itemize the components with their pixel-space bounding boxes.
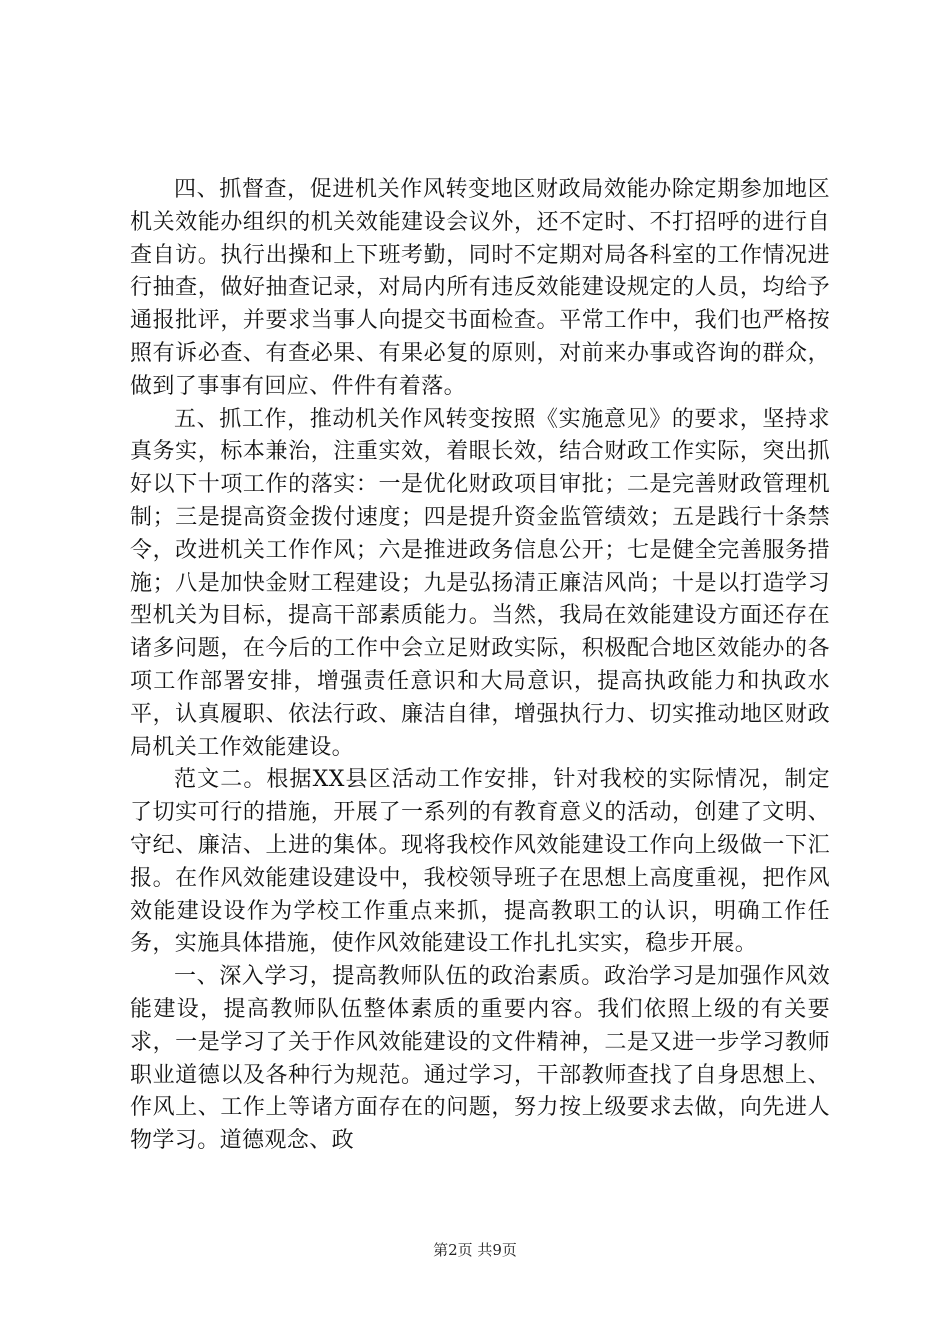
page-number-footer: 第2页 共9页 — [433, 1241, 517, 1259]
paragraph-sample-two: 范文二。根据XX县区活动工作安排，针对我校的实际情况，制定了切实可行的措施，开展了一系列的有教育意义的活动，创建了文明、守纪、廉洁、上进的集体。现将我校作风效能建设工作向上级做一下汇报。在作风效能建设建设中，我校领导班子在思想上高度重视，把作风效能建设设作为学校工作重点来抓，提高教职工的认识，明确工作任务，实施具体措施，使作风效能建设工作扎扎实实，稳步开展。 — [130, 767, 830, 957]
document-body — [130, 174, 830, 1158]
paragraph-work: 五、抓工作，推动机关作风转变按照《实施意见》的要求，坚持求真务实，标本兼治，注重实效，着眼长效，结合财政工作实际，突出抓好以下十项工作的落实：一是优化财政项目审批；二是完善财政管理机制；三是提高资金拨付速度；四是提升资金监管绩效；五是践行十条禁令，改进机关工作作风；六是推进政务信息公开；七是健全完善服务措施；八是加快金财工程建设；九是弘扬清正廉洁风尚；十是以打造学习型机关为目标，提高干部素质能力。当然，我局在效能建设方面还存在诸多问题，在今后的工作中会立足财政实际，积极配合地区效能办的各项工作部署安排，增强责任意识和大局意识，提高执政能力和执政水平，认真履职、依法行政、廉洁自律，增强执行力、切实推动地区财政局机关工作效能建设。 — [130, 406, 830, 760]
paragraph-study: 一、深入学习，提高教师队伍的政治素质。政治学习是加强作风效能建设，提高教师队伍整体素质的重要内容。我们依照上级的有关要求，一是学习了关于作风效能建设的文件精神，二是又进一步学习教师职业道德以及各种行为规范。通过学习，干部教师查找了自身思想上、作风上、工作上等诸方面存在的问题，努力按上级要求去做，向先进人物学习。道德观念、政 — [130, 964, 830, 1154]
paragraph-supervision: 四、抓督查，促进机关作风转变地区财政局效能办除定期参加地区机关效能办组织的机关效能建设会议外，还不定时、不打招呼的进行自查自访。执行出操和上下班考勤，同时不定期对局各科室的工作情况进行抽查，做好抽查记录，对局内所有违反效能建设规定的人员，均给予通报批评，并要求当事人向提交书面检查。平常工作中，我们也严格按照有诉必查、有查必果、有果必复的原则，对前来办事或咨询的群众，做到了事事有回应、件件有着落。 — [130, 177, 830, 399]
